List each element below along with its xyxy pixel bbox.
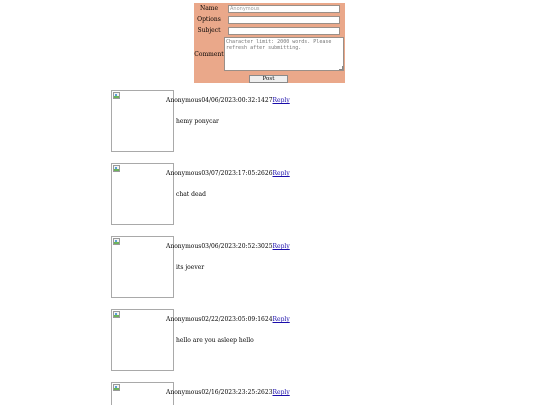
subject-field[interactable] [228,27,340,35]
post-body: hello are you asleep hello [176,337,254,344]
post-author: Anonymous [166,243,202,250]
post-author: Anonymous [166,170,202,177]
post-author: Anonymous [166,97,202,104]
post-author: Anonymous [166,389,202,396]
post-datetime: 02/22/2023:05:09:16 [201,316,265,323]
broken-image-icon [113,384,120,391]
post-id: 27 [264,97,273,104]
post-author: Anonymous [166,316,202,323]
post-datetime: 02/16/2023:23:25:26 [201,389,265,396]
post-form [194,3,345,83]
post-body: hemy ponycar [176,118,219,125]
reply-link[interactable]: Reply [272,243,290,250]
post-datetime: 03/06/2023:20:52:30 [201,243,265,250]
comment-textarea[interactable] [224,37,344,71]
post-thumbnail[interactable] [111,236,174,298]
name-label: Name [199,5,219,12]
post-header [166,389,290,397]
post-item [111,163,471,229]
post-item [111,309,471,375]
post-item [111,90,471,156]
post-thumbnail[interactable] [111,309,174,371]
post-header [166,316,290,324]
post-thumbnail[interactable] [111,163,174,225]
broken-image-icon [113,311,120,318]
post-id: 23 [264,389,273,396]
options-field[interactable] [228,16,340,24]
post-header [166,97,290,105]
post-id: 25 [264,243,273,250]
resize-grip-icon[interactable] [339,66,343,70]
broken-image-icon [113,92,120,99]
options-label: Options [197,16,221,23]
reply-link[interactable]: Reply [272,170,290,177]
post-datetime: 04/06/2023:00:32:14 [201,97,265,104]
broken-image-icon [113,165,120,172]
reply-link[interactable]: Reply [272,97,290,104]
post-body: chat dead [176,191,206,198]
subject-label: Subject [197,27,221,34]
comment-box [224,37,344,71]
reply-link[interactable]: Reply [272,389,290,396]
post-body: its joever [176,264,205,271]
comment-label: Comment [194,51,224,58]
name-field[interactable] [228,5,340,13]
post-header [166,243,290,251]
post-thumbnail[interactable] [111,90,174,152]
post-item [111,382,471,405]
post-datetime: 03/07/2023:17:05:26 [201,170,265,177]
post-header [166,170,290,178]
broken-image-icon [113,238,120,245]
post-id: 26 [264,170,273,177]
post-button[interactable]: Post [249,75,288,83]
reply-link[interactable]: Reply [272,316,290,323]
post-thumbnail[interactable] [111,382,174,405]
post-item [111,236,471,302]
post-id: 24 [264,316,273,323]
